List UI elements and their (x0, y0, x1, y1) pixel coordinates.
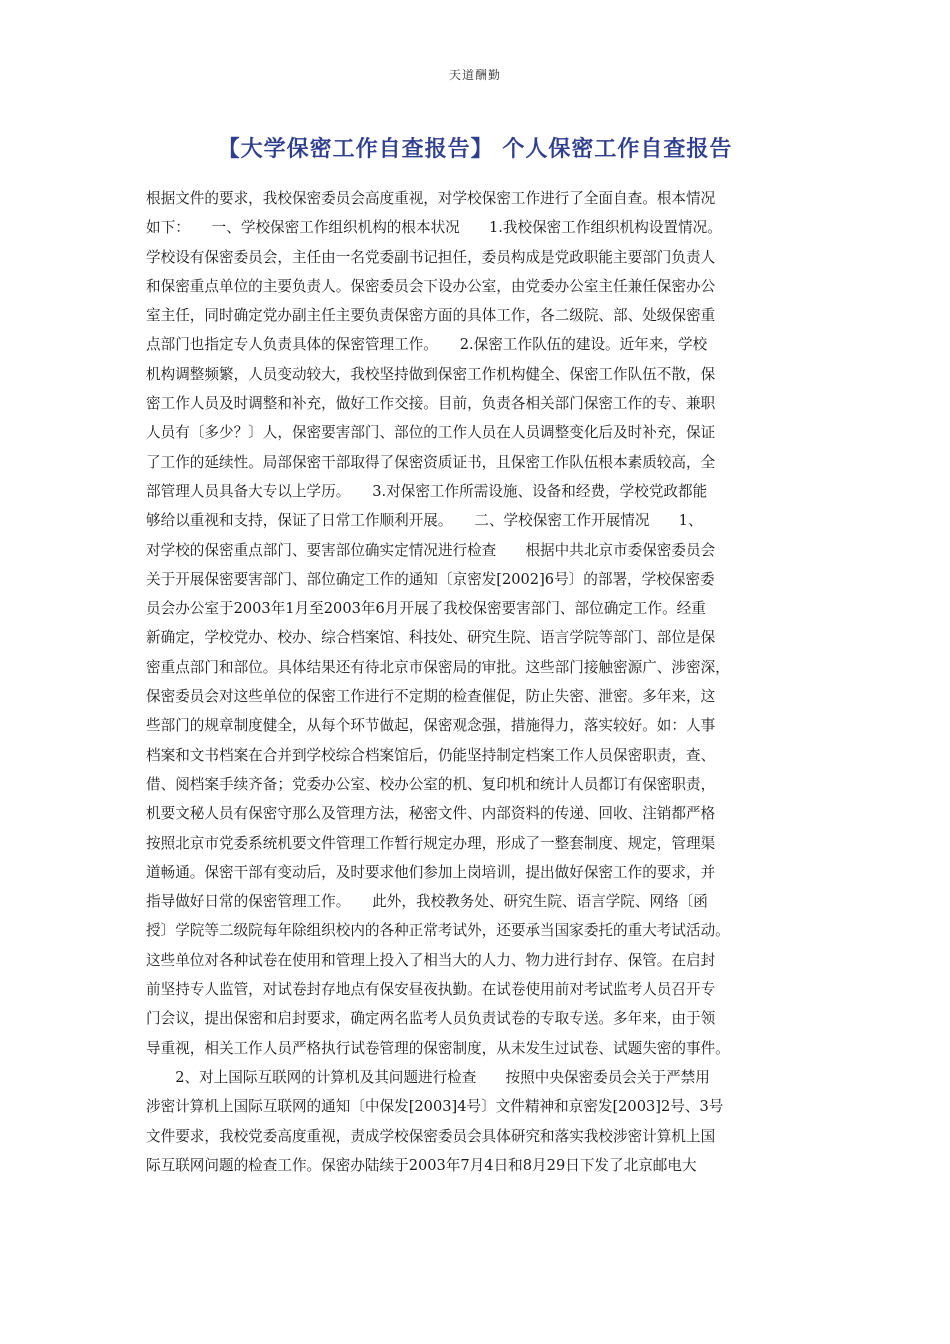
body-line: 部管理人员具备大专以上学历。 3.对保密工作所需设施、设备和经费，学校党政都能 (146, 482, 708, 500)
body-line: 涉密计算机上国际互联网的通知〔中保发[2003]4号〕文件精神和京密发[2003]2号、3号 (146, 1098, 724, 1116)
body-line: 导重视，相关工作人员严格执行试卷管理的保密制度，从未发生过试卷、试题失密的事件。 (146, 1039, 730, 1057)
body-line: 这些单位对各种试卷在使用和管理上投入了相当大的人力、物力进行封存、保管。在启封 (146, 951, 716, 969)
document-title: 【大学保密工作自查报告】 个人保密工作自查报告 (217, 137, 733, 162)
body-line: 够给以重视和支持，保证了日常工作顺利开展。 二、学校保密工作开展情况 1、 (146, 512, 703, 530)
body-line: 点部门也指定专人负责具体的保密管理工作。 2.保密工作队伍的建设。近年来，学校 (146, 336, 708, 354)
body-line: 授〕学院等二级院每年除组织校内的各种正常考试外，还要承当国家委托的重大考试活动。 (146, 922, 730, 940)
body-line: 密工作人员及时调整和补充，做好工作交接。目前，负责各相关部门保密工作的专、兼职 (146, 395, 716, 413)
body-line: 了工作的延续性。局部保密干部取得了保密资质证书，且保密工作队伍根本素质较高，全 (146, 453, 716, 471)
body-line: 2、对上国际互联网的计算机及其问题进行检查 按照中央保密委员会关于严禁用 (146, 1068, 710, 1086)
body-line: 际互联网问题的检查工作。保密办陆续于2003年7月4日和8月29日下发了北京邮电大 (146, 1156, 697, 1174)
body-line: 如下： 一、学校保密工作组织机构的根本状况 1.我校保密工作组织机构设置情况。 (146, 219, 722, 237)
body-line: 密重点部门和部位。具体结果还有待北京市保密局的审批。这些部门接触密源广、涉密深， (146, 658, 730, 676)
body-line: 关于开展保密要害部门、部位确定工作的通知〔京密发[2002]6号〕的部署，学校保密委 (146, 570, 715, 588)
body-line: 道畅通。保密干部有变动后，及时要求他们参加上岗培训，提出做好保密工作的要求，并 (146, 863, 716, 881)
body-line: 室主任，同时确定党办副主任主要负责保密方面的具体工作，各二级院、部、处级保密重 (146, 307, 716, 325)
body-line: 按照北京市党委系统机要文件管理工作暂行规定办理，形成了一整套制度、规定，管理渠 (146, 834, 716, 852)
page-header: 天道酬勤 (448, 68, 501, 82)
body-line: 档案和文书档案在合并到学校综合档案馆后，仍能坚持制定档案工作人员保密职责，查、 (146, 746, 716, 764)
body-line: 前坚持专人监管，对试卷封存地点有保安昼夜执勤。在试卷使用前对考试监考人员召开专 (146, 981, 716, 999)
body-line: 保密委员会对这些单位的保密工作进行不定期的检查催促，防止失密、泄密。多年来，这 (146, 688, 716, 706)
document-body (146, 184, 808, 1180)
body-line: 人员有〔多少？〕人，保密要害部门、部位的工作人员在人员调整变化后及时补充，保证 (146, 424, 716, 442)
body-line: 机构调整频繁，人员变动较大，我校坚持做到保密工作机构健全、保密工作队伍不散，保 (146, 365, 716, 383)
body-line: 借、阅档案手续齐备；党委办公室、校办公室的机、复印机和统计人员都订有保密职责， (146, 775, 716, 793)
body-line: 文件要求，我校党委高度重视，责成学校保密委员会具体研究和落实我校涉密计算机上国 (146, 1127, 716, 1145)
body-line: 根据文件的要求，我校保密委员会高度重视，对学校保密工作进行了全面自查。根本情况 (146, 190, 716, 207)
body-line: 机要文秘人员有保密守那么及管理方法，秘密文件、内部资料的传递、回收、注销都严格 (146, 805, 716, 823)
body-line: 新确定，学校党办、校办、综合档案馆、科技处、研究生院、语言学院等部门、部位是保 (146, 629, 716, 647)
body-line: 些部门的规章制度健全，从每个环节做起，保密观念强，措施得力，落实较好。如：人事 (146, 717, 716, 735)
body-line: 学校设有保密委员会，主任由一名党委副书记担任，委员构成是党政职能主要部门负责人 (146, 248, 716, 266)
body-line: 门会议，提出保密和启封要求，确定两名监考人员负责试卷的专取专送。多年来，由于领 (146, 1010, 716, 1028)
body-line: 对学校的保密重点部门、要害部位确实定情况进行检查 根据中共北京市委保密委员会 (146, 541, 716, 559)
body-line: 和保密重点单位的主要负责人。保密委员会下设办公室，由党委办公室主任兼任保密办公 (146, 277, 716, 295)
body-line: 指导做好日常的保密管理工作。 此外，我校教务处、研究生院、语言学院、网络〔函 (146, 893, 708, 911)
body-line: 员会办公室于2003年1月至2003年6月开展了我校保密要害部门、部位确定工作。经重 (146, 600, 706, 618)
